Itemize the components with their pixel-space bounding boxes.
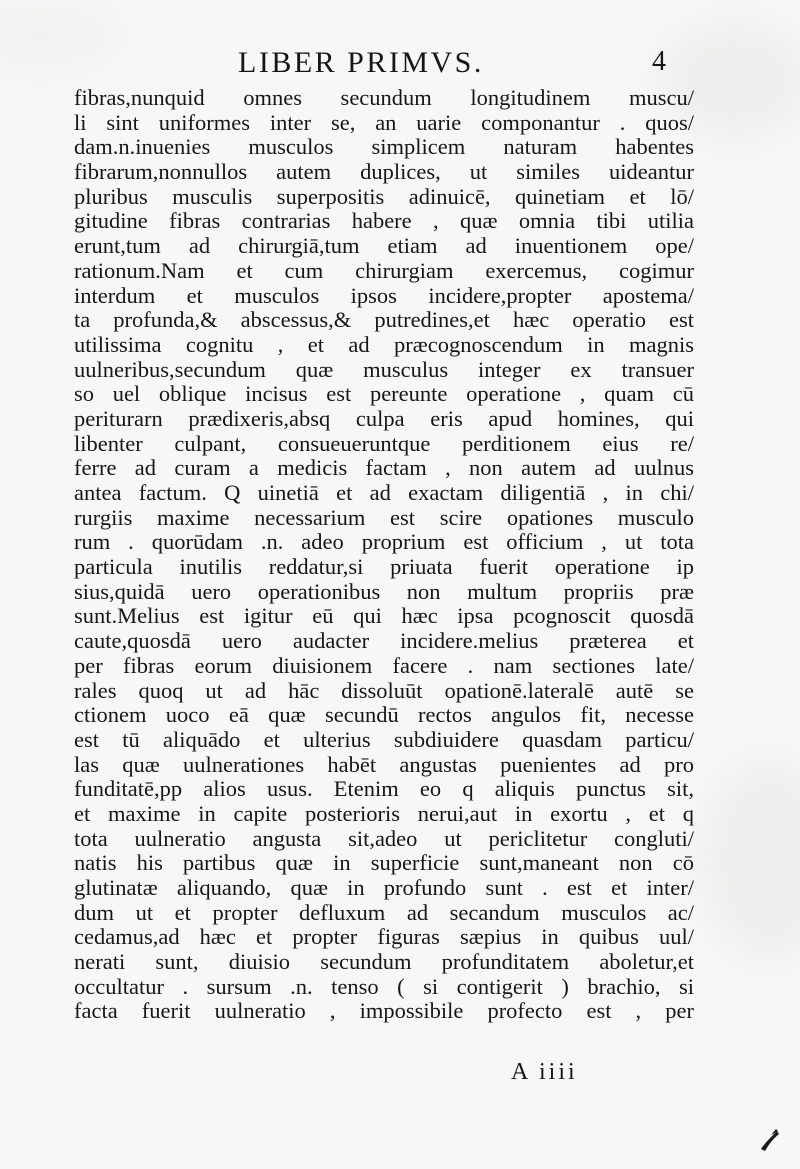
- text-line: ctionem uoco eā quæ secundū rectos angulos fit, necesse: [74, 702, 694, 728]
- text-line: et maxime in capite posterioris nerui,aut in exortu , et q: [74, 800, 694, 826]
- text-line: sunt.Melius est igitur eū qui hæc ipsa pcognoscit quosdā: [74, 603, 694, 629]
- text-line: est tū aliquādo et ulterius subdiuidere quasdam particu/: [74, 726, 694, 752]
- text-line: per fibras eorum diuisionem facere . nam sectiones late/: [74, 652, 694, 678]
- text-line: dam.n.inuenies musculos simplicem naturam habentes: [74, 134, 694, 160]
- text-line: interdum et musculos ipsos incidere,propter apostema/: [74, 282, 694, 308]
- text-line: rurgiis maxime necessarium est scire opationes musculo: [74, 504, 694, 530]
- text-line: natis his partibus quæ in superficie sunt,maneant non cō: [74, 850, 694, 876]
- text-line: fibras,nunquid omnes secundum longitudinem muscu/: [74, 85, 694, 110]
- text-line: cedamus,ad hæc et propter figuras sæpius in quibus uul/: [74, 924, 694, 950]
- text-line: las quæ uulnerationes habēt angustas puenientes ad pro: [74, 751, 694, 777]
- text-line: so uel oblique incisus est pereunte operatione , quam cū: [74, 381, 694, 407]
- text-line: ta profunda,& abscessus,& putredines,et hæc operatio est: [74, 307, 694, 333]
- page-number: 4: [652, 46, 666, 77]
- text-line: rum . quorūdam .n. adeo proprium est officium , ut tota: [74, 529, 694, 555]
- paper-stain: [700, 760, 800, 960]
- text-line: tota uulneratio angusta sit,adeo ut periclitetur congluti/: [74, 825, 694, 851]
- text-line: antea factum. Q uinetiā et ad exactam diligentiā , in chi/: [74, 480, 694, 505]
- text-line: funditatē,pp alios usus. Etenim eo q aliquis punctus sit,: [74, 776, 694, 802]
- text-line: ferre ad curam a medicis factam , non autem ad uulnus: [74, 455, 694, 481]
- text-line: facta fuerit uulneratio , impossibile profecto est , per: [74, 998, 694, 1024]
- text-line: rationum.Nam et cum chirurgiam exercemus, cogimur: [74, 257, 694, 283]
- text-line: erunt,tum ad chirurgiā,tum etiam ad inuentionem ope/: [74, 233, 694, 259]
- text-line: pluribus musculis superpositis adinuicē, quinetiam et lō/: [74, 183, 694, 209]
- text-line: periturarn prædixeris,absq culpa eris apud homines, qui: [74, 405, 694, 431]
- running-head: LIBER PRIMVS.: [238, 46, 484, 79]
- text-line: glutinatæ aliquando, quæ in profundo sunt . est et inter/: [74, 875, 694, 900]
- text-line: caute,quosdā uero audacter incidere.melius præterea et: [74, 628, 694, 654]
- text-line: li sint uniformes inter se, an uarie componantur . quos/: [74, 109, 694, 135]
- paper-stain: [0, 0, 120, 70]
- signature-mark: A iiii: [511, 1059, 578, 1085]
- text-line: rales quoq ut ad hāc dissoluūt opationē.lateralē autē se: [74, 677, 694, 703]
- text-line: uulneribus,secundum quæ musculus integer ex transuer: [74, 356, 694, 382]
- text-line: libenter culpant, consueueruntque perditionem eius re/: [74, 430, 694, 456]
- text-line: occultatur . sursum .n. tenso ( si contigerit ) brachio, si: [74, 973, 694, 999]
- body-text: [74, 86, 694, 1024]
- text-line: nerati sunt, diuisio secundum profunditatem aboletur,et: [74, 949, 694, 975]
- text-line: dum ut et propter defluxum ad secandum musculos ac/: [74, 899, 694, 925]
- text-line: sius,quidā uero operationibus non multum propriis præ: [74, 578, 694, 604]
- text-line: fibrarum,nonnullos autem duplices, ut similes uideantur: [74, 159, 694, 185]
- ink-mark: [757, 1125, 783, 1153]
- text-line: utilissima cognitu , et ad præcognoscendum in magnis: [74, 331, 694, 357]
- text-line: particula inutilis reddatur,si priuata fuerit operatione ip: [74, 554, 694, 580]
- text-line: gitudine fibras contrarias habere , quæ omnia tibi utilia: [74, 208, 694, 234]
